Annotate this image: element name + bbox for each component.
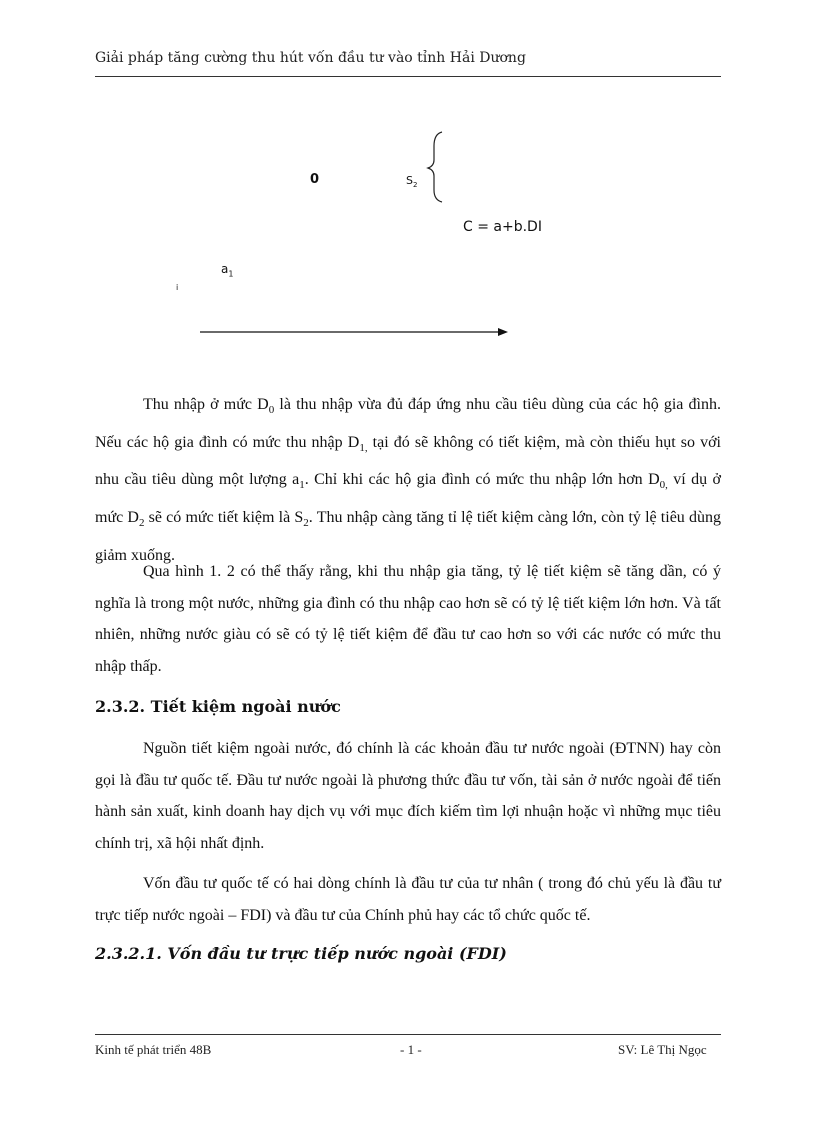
section-heading-2-3-2-1: 2.3.2.1. Vốn đầu tư trực tiếp nước ngoài (FDI) [95,944,507,963]
brace-shape [428,132,442,202]
paragraph-1: Thu nhập ở mức $D_0$ là thu nhập vừa đủ đáp ứng nhu cầu tiêu dùng của các hộ gia đình. Nếu các hộ gia đình có mức thu nhập $D_{1,}$ tại đó sẽ không có tiết kiệm, mà còn thiếu hụt so với nhu cầu tiêu dùng một lượng $a_1$. Chỉ khi các hộ gia đình có mức thu nhập lớn hơn $D_{0,}$ ví dụ ở mức $D_2$ sẽ có mức tiết kiệm là $S_2$. Thu nhập càng tăng tỉ lệ tiết kiệm càng lớn, còn tỷ lệ tiêu dùng giảm xuống. [95,396,722,564]
figure-graphics [0,0,816,380]
savings-figure [0,0,816,380]
footer-divider [95,1034,721,1035]
label-s2: $S_2$ [406,174,418,190]
paragraph-4: Vốn đầu tư quốc tế có hai dòng chính là đầu tư của tư nhân ( trong đó chủ yếu là đầu tư trực tiếp nước ngoài – FDI) và đầu tư của Chính phủ hay các tổ chức quốc tế. [95,875,721,924]
label-zero: 0 [310,172,320,187]
paragraph-2: Qua hình 1. 2 có thể thấy rằng, khi thu nhập gia tăng, tỷ lệ tiết kiệm sẽ tăng dần, có ý nghĩa là trong một nước, những gia đình có thu nhập cao hơn sẽ có tỷ lệ tiết kiệm lớn hơn. Và tất nhiên, những nước giàu có sẽ có tỷ lệ tiết kiệm để đầu tư cao hơn so với các nước có mức thu nhập thấp. [95,563,721,675]
footer-right: SV: Lê Thị Ngọc [618,1042,707,1057]
page-header: Giải pháp tăng cường thu hút vốn đầu tư vào tỉnh Hải Dương [95,50,526,66]
label-a1: $a_1$ [221,262,234,279]
page-number: - 1 - [400,1042,422,1057]
x-axis-arrowhead [498,328,508,336]
footer-left: Kinh tế phát triển 48B [95,1042,212,1057]
consumption-equation: C = a+b.DI [463,219,542,235]
section-heading-2-3-2: 2.3.2. Tiết kiệm ngoài nước [95,697,341,716]
label-small-mark: i [176,283,179,292]
paragraph-3: Nguồn tiết kiệm ngoài nước, đó chính là các khoản đầu tư nước ngoài (ĐTNN) hay còn gọi là đầu tư quốc tế. Đầu tư nước ngoài là phương thức đầu tư vốn, tài sản ở nước ngoài để tiến hành sản xuất, kinh doanh hay dịch vụ với mục đích kiếm tìm lợi nhuận hoặc vì những mục tiêu chính trị, xã hội nhất định. [95,740,721,852]
